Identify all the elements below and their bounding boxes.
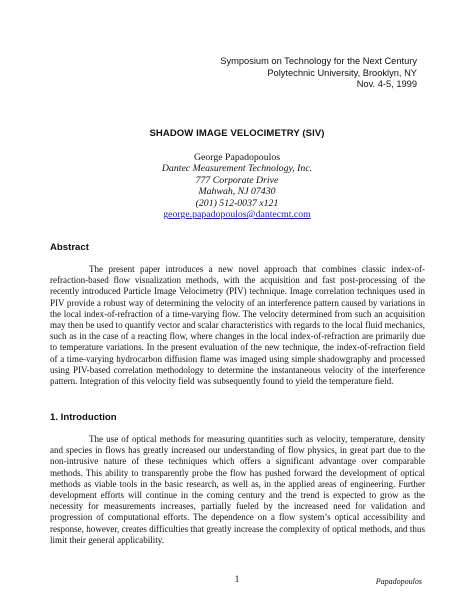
conference-venue: Polytechnic University, Brooklyn, NY: [267, 67, 417, 78]
introduction-paragraph: The use of optical methods for measuring quantities such as velocity, temperature, density and species in flows has greatly increased our understanding of flow physics, in great part due to the non-intrusive nature of these techniques which offers a significant advantage over comparable methods. This ability to transparently probe the flow has pushed forward the development of optical methods as viable tools in the basic research, as well as, in the applied areas of engineering. Further development efforts will continue in the coming century and the trend is expected to grow as the necessity for measurements increases, partially fueled by the increased need for validation and progression of computational efforts. The dependence on a flow system’s optical accessibility and response, however, creates difficulties that greatly increase the complexity of optical methods, and thus limit their general applicability.: [50, 434, 425, 545]
author-city: Mahwah, NJ 07430: [198, 186, 276, 198]
conference-header: [117, 56, 417, 91]
running-author: Papadopoulos: [375, 577, 422, 586]
introduction-heading: 1. Introduction: [50, 412, 117, 423]
conference-date: Nov. 4-5, 1999: [356, 79, 417, 90]
author-affiliation: Dantec Measurement Technology, Inc.: [161, 163, 313, 175]
author-name: George Papadopoulos: [193, 152, 281, 163]
paper-title: SHADOW IMAGE VELOCIMETRY (SIV): [149, 128, 325, 139]
author-block: [0, 152, 474, 220]
abstract-paragraph: The present paper introduces a new novel approach that combines classic index-of-refraction-based flow visualization methods, with the acquisition and fast post-processing of the recently introduced Particle Image Velocimetry (PIV) technique. Image correlation techniques used in PIV provide a robust way of determining the velocity of an interference pattern caused by variations in the local index-of-refraction of a time-varying flow. The velocity determined from such an acquisition may then be used to quantify vector and scalar characteristics with regards to the local fluid mechanics, such as in the case of a reacting flow, where changes in the local index-of-refraction are primarily due to temperature variations. In the present evaluation of the new technique, the index-of-refraction field of a time-varying hydrocarbon diffusion flame was imaged using simple shadowgraphy and processed using PIV-based correlation methodology to determine the instantaneous velocity of the interference pattern. Integration of this velocity field was subsequently found to yield the temperature field.: [50, 264, 425, 387]
conference-name: Symposium on Technology for the Next Century: [220, 56, 417, 66]
author-phone: (201) 512-0037 x121: [195, 197, 279, 209]
author-email-link[interactable]: george.papadopoulos@dantecmt.com: [163, 209, 311, 221]
author-street: 777 Corporate Drive: [195, 174, 279, 186]
page-number: 1: [234, 575, 240, 585]
abstract-heading: Abstract: [50, 242, 89, 253]
